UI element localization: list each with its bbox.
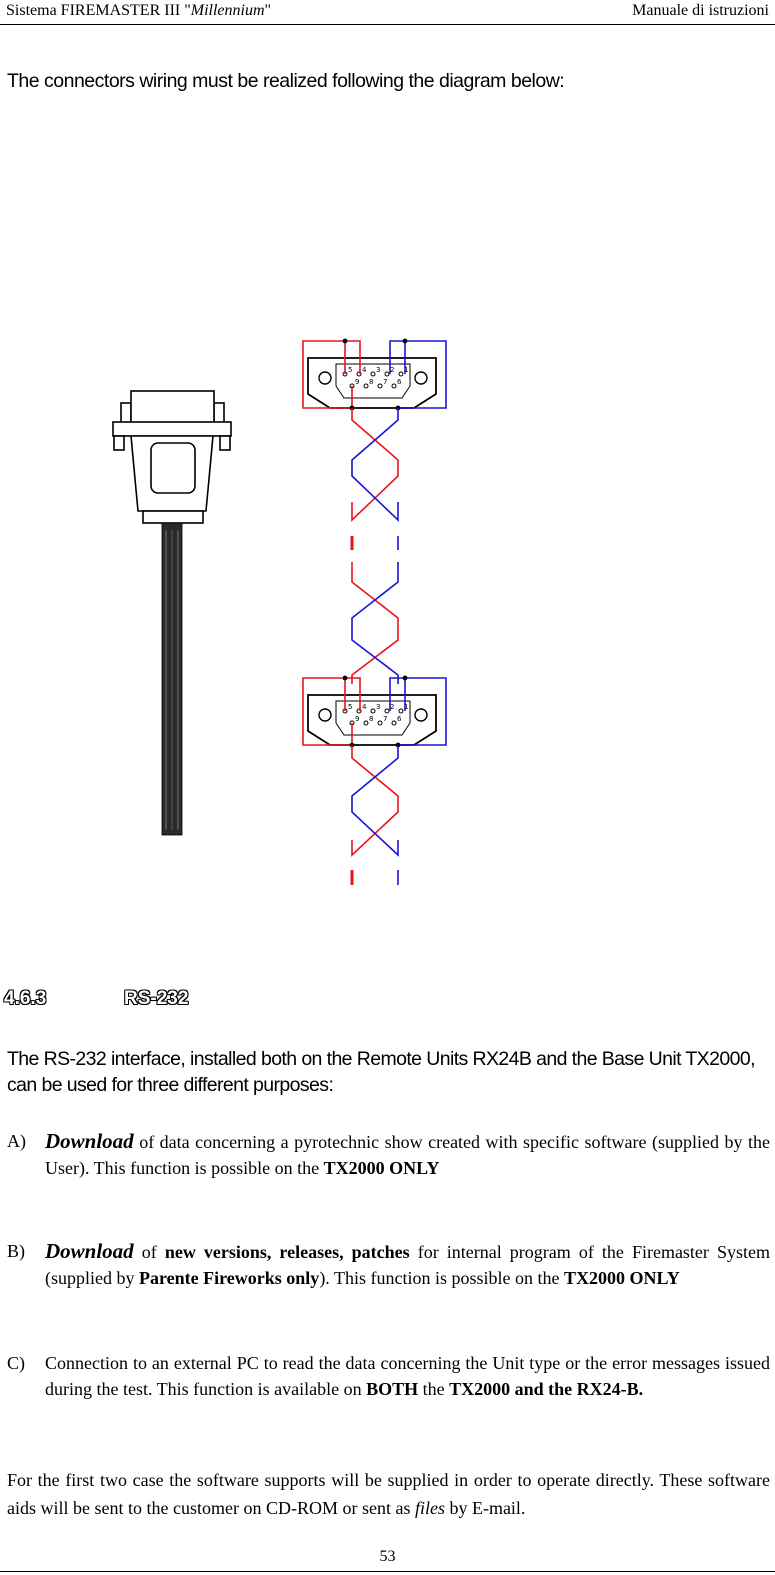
list-marker: A): [7, 1131, 26, 1151]
pin-label: 6: [397, 378, 402, 386]
pin-label: 1: [404, 703, 409, 711]
list-item-c: C) Connection to an external PC to read the data concerning the Unit type or the error messages issued during the test. This function is available on BOTH the TX2000 and the RX24-B.: [7, 1350, 770, 1402]
pin-label: 2: [390, 703, 395, 711]
footer-rule: [0, 1571, 775, 1572]
pin-label: 7: [383, 715, 388, 723]
wiring-diagram: [0, 300, 775, 900]
pin-label: 5: [348, 703, 353, 711]
intro-paragraph: The RS-232 interface, installed both on the Remote Units RX24B and the Base Unit TX2000, can be used for three different purposes:: [7, 1048, 755, 1096]
list-marker: B): [7, 1241, 25, 1261]
pin-label: 3: [376, 366, 381, 374]
cable: [162, 523, 182, 835]
page-number: 53: [379, 1548, 396, 1565]
header-rule: [0, 24, 775, 25]
pin-label: 9: [355, 378, 360, 386]
header-title: Sistema FIREMASTER III "Millennium": [6, 2, 272, 19]
pin-label: 2: [390, 366, 395, 374]
connector-side-view: [113, 391, 231, 523]
list-item-b: B) Download of new versions, releases, patches for internal program of the Firemaster System (supplied by Parente Fireworks only). This function is possible on the TX2000 ONLY: [7, 1239, 770, 1288]
pin-label: 4: [362, 703, 367, 711]
pin-label: 8: [369, 378, 374, 386]
pin-label: 1: [404, 366, 409, 374]
pin-label: 3: [376, 703, 381, 711]
section-heading: [4, 988, 188, 1010]
section-title: RS-232: [124, 988, 189, 1009]
pin-label: 8: [369, 715, 374, 723]
header-manual: Manuale di istruzioni: [632, 2, 769, 19]
list-marker: C): [7, 1353, 25, 1373]
pin-label: 9: [355, 715, 360, 723]
section-number: 4.6.3: [4, 988, 47, 1009]
intro-text: The connectors wiring must be realized following the diagram below:: [7, 70, 565, 92]
pin-label: 7: [383, 378, 388, 386]
pin-label: 5: [348, 366, 353, 374]
list-item-a: A) Download of data concerning a pyrotechnic show created with specific software (supplied by the User). This function is possible on the TX2000 ONLY: [7, 1129, 770, 1178]
closing-paragraph: For the first two case the software supports will be supplied in order to operate directly. These software aids will be sent to the customer on CD-ROM or sent as files by E-mail.: [7, 1470, 770, 1518]
pin-label: 4: [362, 366, 367, 374]
pin-label: 6: [397, 715, 402, 723]
